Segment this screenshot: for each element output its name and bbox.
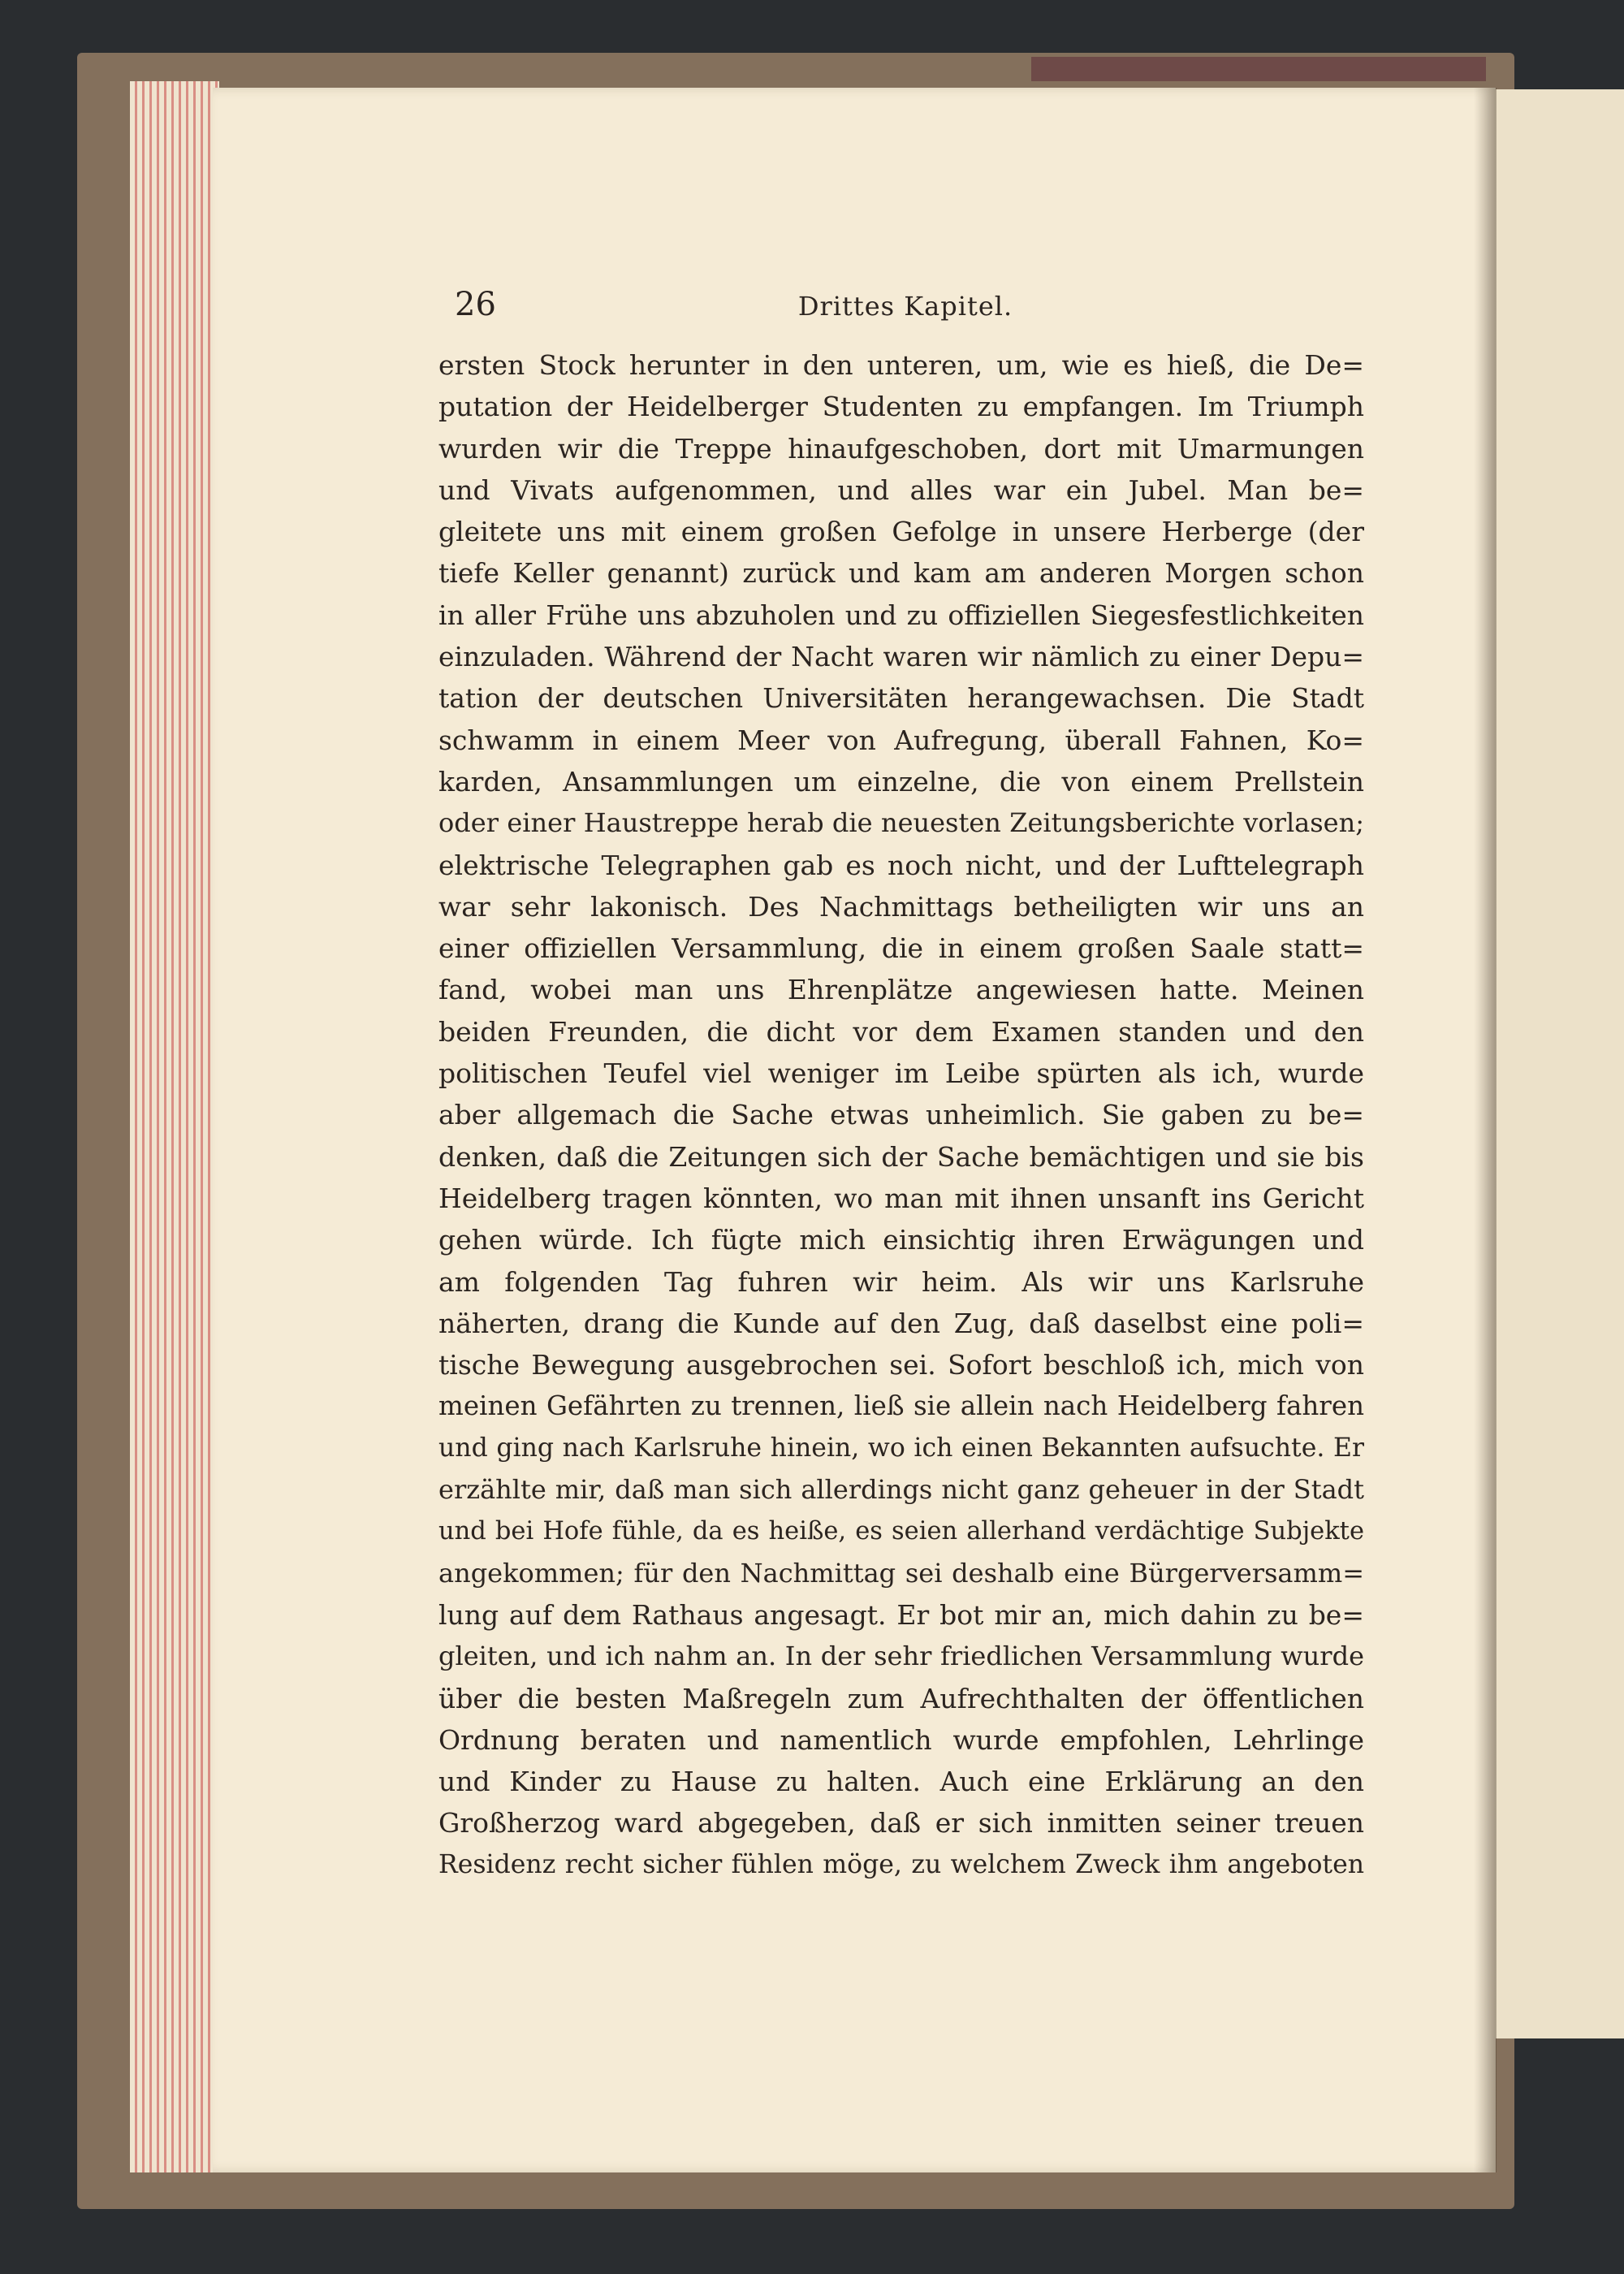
text-line: und bei Hofe fühle, da es heiße, es seien allerhand verdächtige Subjekte: [438, 1517, 1364, 1546]
text-line: gleiten, und ich nahm an. In der sehr friedlichen Versammlung wurde: [438, 1641, 1364, 1672]
page-header: [455, 286, 1356, 326]
text-line: Ordnung beraten und namentlich wurde empfohlen, Lehrlinge: [438, 1723, 1364, 1756]
text-line: karden, Ansammlungen um einzelne, die von einem Prellstein: [438, 765, 1364, 798]
text-line: Heidelberg tragen könnten, wo man mit ihnen unsanft ins Gericht: [438, 1182, 1364, 1214]
text-line: war sehr lakonisch. Des Nachmittags betheiligten wir uns an: [438, 890, 1364, 923]
text-line: und Vivats aufgenommen, und alles war ein Jubel. Man be=: [438, 473, 1364, 506]
text-line: schwamm in einem Meer von Aufregung, überall Fahnen, Ko=: [438, 724, 1364, 756]
text-line: meinen Gefährten zu trennen, ließ sie allein nach Heidelberg fahren: [438, 1390, 1364, 1422]
running-head: Drittes Kapitel.: [797, 291, 1013, 322]
text-line: ersten Stock herunter in den unteren, um, wie es hieß, die De=: [438, 349, 1364, 381]
text-line: denken, daß die Zeitungen sich der Sache bemächtigen und sie bis: [438, 1140, 1364, 1173]
text-line: näherten, drang die Kunde auf den Zug, daß daselbst eine poli=: [438, 1307, 1364, 1339]
page-number: 26: [455, 286, 496, 323]
text-line: in aller Frühe uns abzuholen und zu offiziellen Siegesfestlichkeiten: [438, 599, 1364, 631]
text-line: oder einer Haustreppe herab die neuesten Zeitungsberichte vorlasen;: [438, 807, 1364, 839]
page-gutter-shadow: [1474, 88, 1497, 2172]
text-line: putation der Heidelberger Studenten zu empfangen. Im Triumph: [438, 391, 1364, 423]
text-line: über die besten Maßregeln zum Aufrechthalten der öffentlichen: [438, 1682, 1364, 1714]
text-line: Großherzog ward abgegeben, daß er sich inmitten seiner treuen: [438, 1807, 1364, 1840]
text-line: fand, wobei man uns Ehrenplätze angewiesen hatte. Meinen: [438, 974, 1364, 1006]
text-line: gleitete uns mit einem großen Gefolge in unsere Herberge (der: [438, 516, 1364, 548]
text-line: tation der deutschen Universitäten herangewachsen. Die Stadt: [438, 682, 1364, 715]
text-line: aber allgemach die Sache etwas unheimlich. Sie gaben zu be=: [438, 1099, 1364, 1131]
text-line: einer offiziellen Versammlung, die in einem großen Saale statt=: [438, 932, 1364, 965]
text-line: am folgenden Tag fuhren wir heim. Als wir uns Karlsruhe: [438, 1265, 1364, 1298]
text-line: und Kinder zu Hause zu halten. Auch eine Erklärung an den: [438, 1766, 1364, 1798]
facing-page-edge: [1492, 89, 1624, 2038]
text-line: lung auf dem Rathaus angesagt. Er bot mir an, mich dahin zu be=: [438, 1598, 1364, 1631]
text-line: tiefe Keller genannt) zurück und kam am anderen Morgen schon: [438, 557, 1364, 590]
text-line: tische Bewegung ausgebrochen sei. Sofort beschloß ich, mich von: [438, 1349, 1364, 1381]
text-line: erzählte mir, daß man sich allerdings nicht ganz geheuer in der Stadt: [438, 1474, 1364, 1506]
text-line: einzuladen. Während der Nacht waren wir nämlich zu einer Depu=: [438, 641, 1364, 673]
text-line: elektrische Telegraphen gab es noch nicht, und der Lufttelegraph: [438, 849, 1364, 881]
body-text: [438, 344, 1364, 1886]
text-line: wurden wir die Treppe hinaufgeschoben, dort mit Umarmungen: [438, 432, 1364, 465]
text-line: gehen würde. Ich fügte mich einsichtig ihren Erwägungen und: [438, 1224, 1364, 1256]
page-stack-edges: [130, 81, 219, 2172]
text-line: Residenz recht sicher fühlen möge, zu welchem Zweck ihm angeboten: [438, 1849, 1364, 1879]
text-line: politischen Teufel viel weniger im Leibe spürten als ich, wurde: [438, 1057, 1364, 1090]
text-line: angekommen; für den Nachmittag sei deshalb eine Bürgerversamm=: [438, 1557, 1364, 1589]
text-line: beiden Freunden, die dicht vor dem Examen standen und den: [438, 1015, 1364, 1048]
cover-edge-band: [1031, 57, 1486, 81]
text-line: und ging nach Karlsruhe hinein, wo ich einen Bekannten aufsuchte. Er: [438, 1433, 1364, 1463]
